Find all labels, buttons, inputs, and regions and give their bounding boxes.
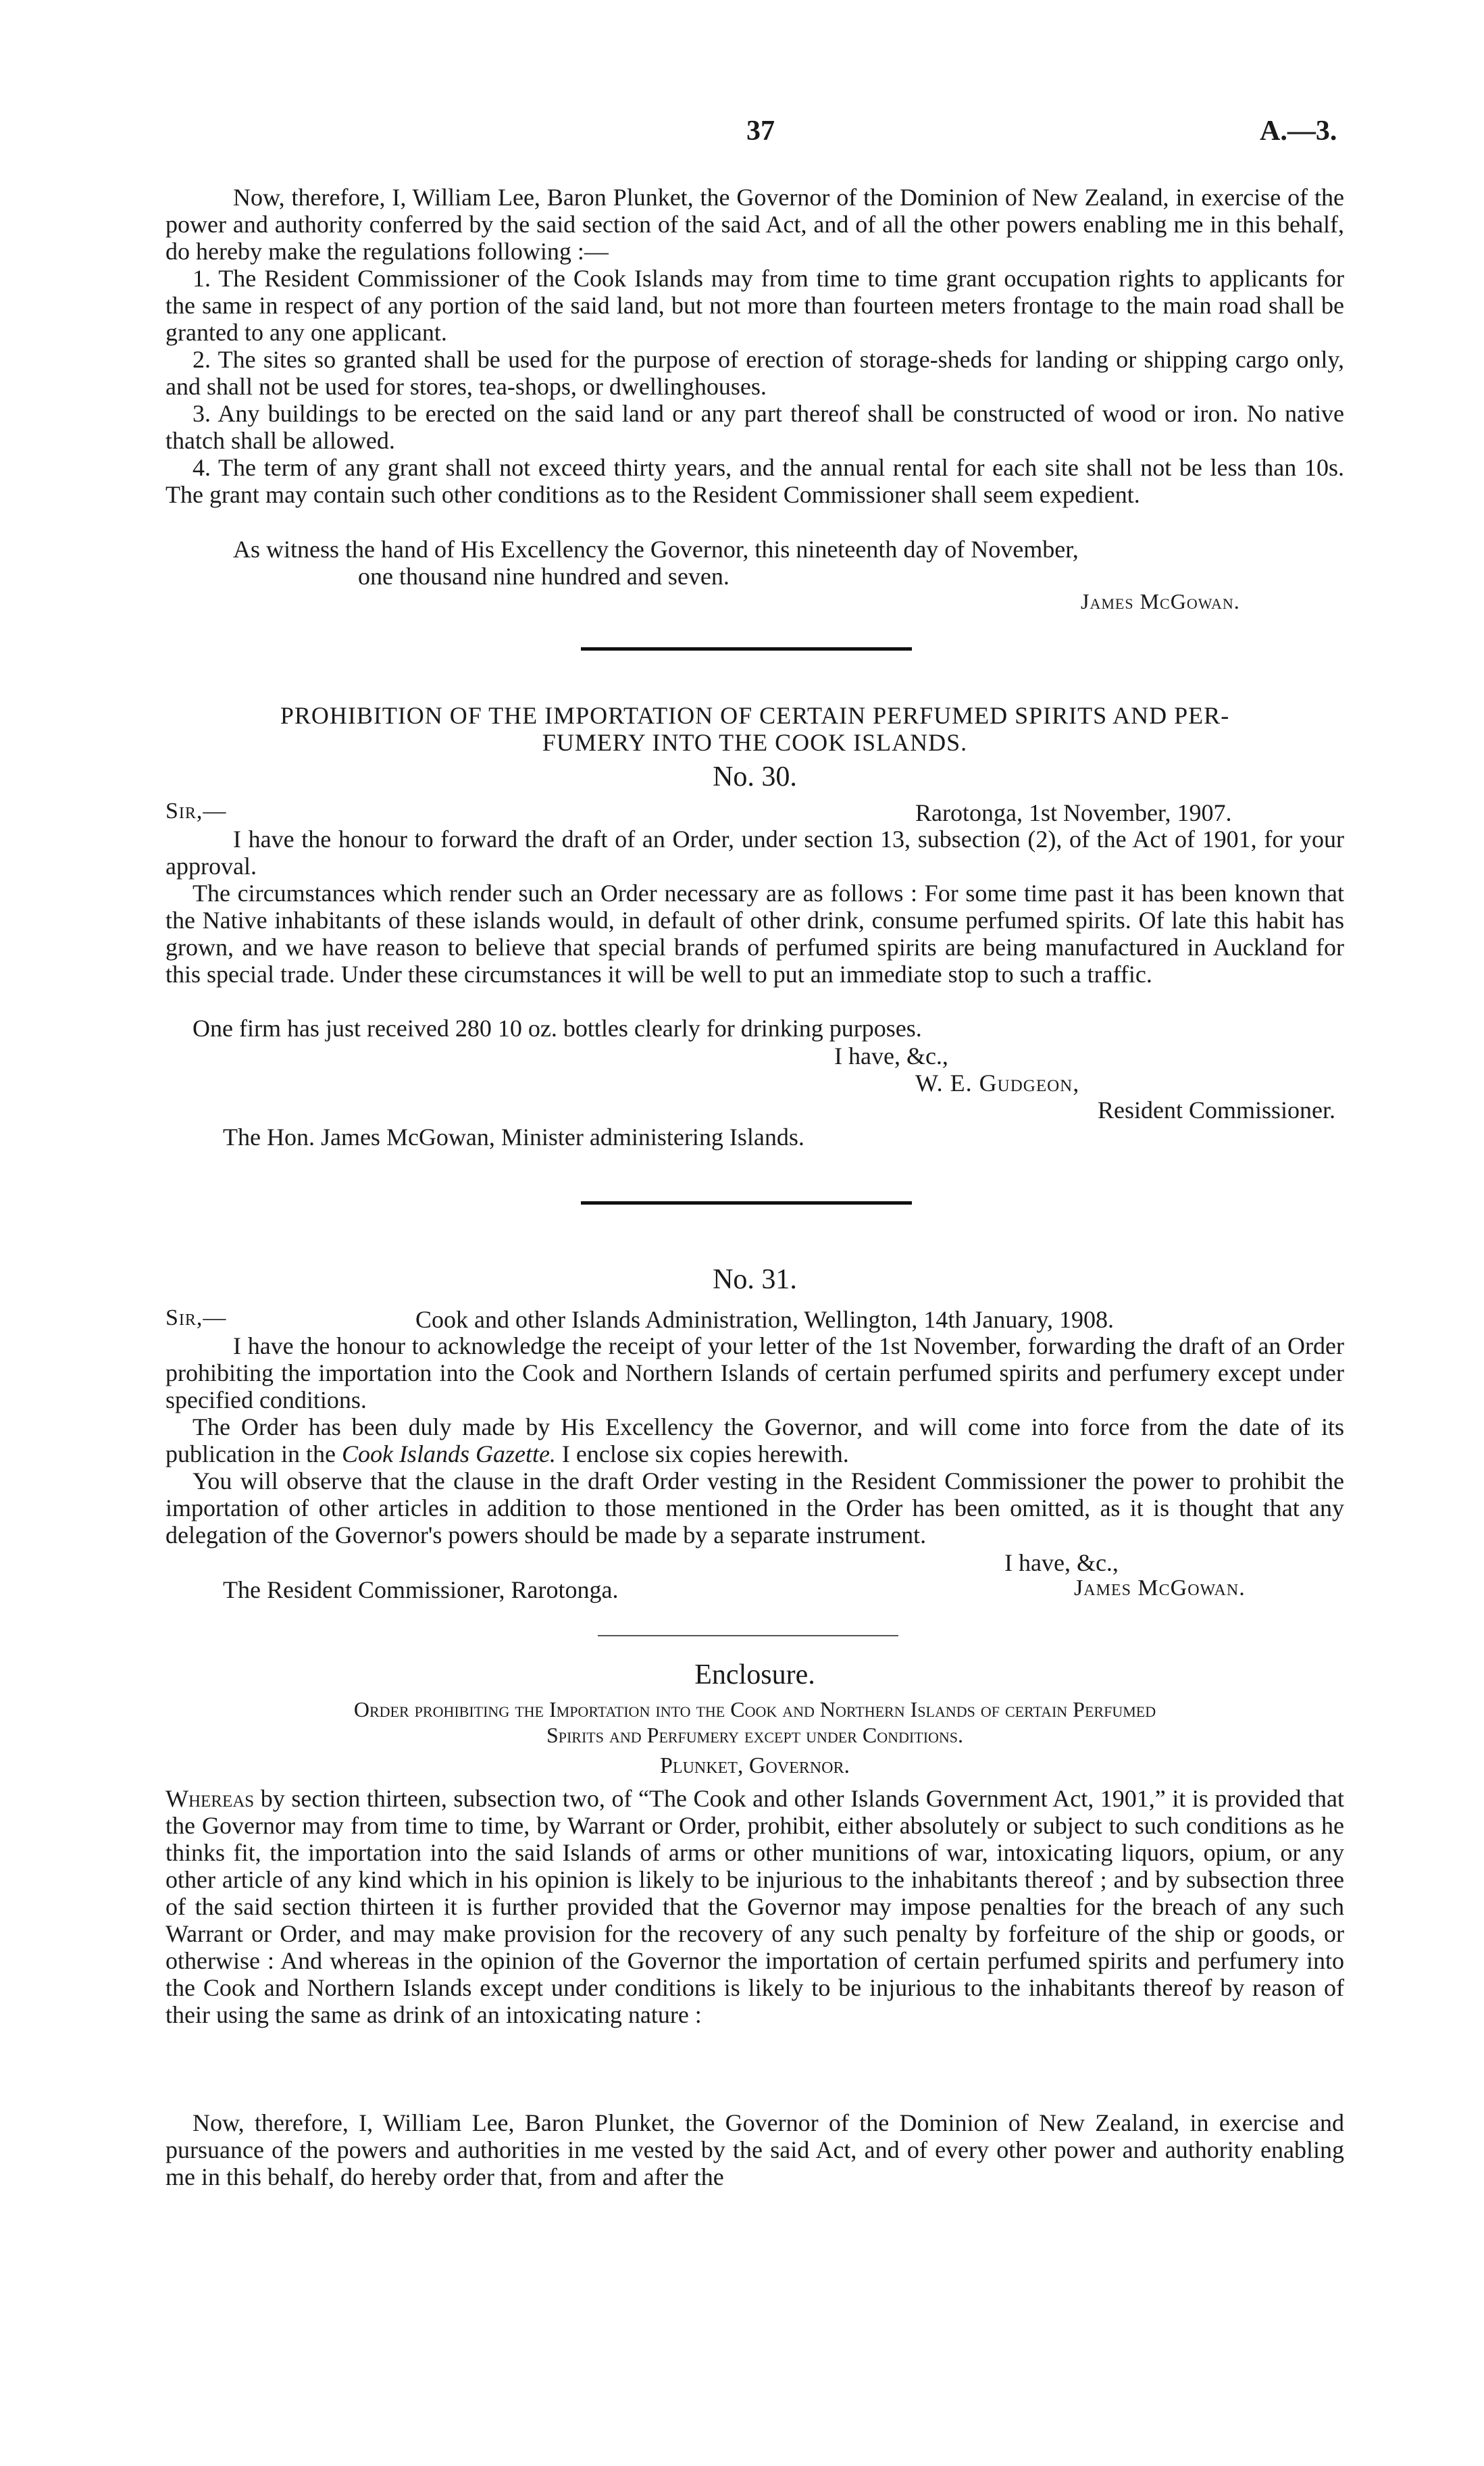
whereas-text: by section thirteen, subsection two, of “The Cook and other Islands Government Act, 1901,” it is provided that the Governor may from time to time, by Warrant or Order, prohibit, either absolutely or subject to such conditions as he thinks fit, the importation into the said Islands of arms or other munitions of war, intoxicating liquors, opium, or any other article of any kind which in his opinion is likely to be injurious to the inhabitants thereof ; and by subsection three of the said section thirteen it is further provided that the Governor may impose penalties for the breach of any such Warrant or Order, and may make provision for the recovery of any such penalty by forfeiture of the ship or goods, or otherwise : And whereas in the opinion of the Governor the importation of certain perfumed spirits and perfumery into the Cook and Northern Islands except under conditions is likely to be injurious to the inhabitants thereof by reason of their using the same as drink of an intoxicating nature : <box>165 1785 1344 2028</box>
page-number: 37 <box>746 116 775 147</box>
letter-31-addressee: The Resident Commissioner, Rarotonga. <box>223 1576 619 1603</box>
section-title-line-1: PROHIBITION OF THE IMPORTATION OF CERTAIN PERFUMED SPIRITS AND PER- <box>280 702 1230 729</box>
witness-line-2: one thousand nine hundred and seven. <box>358 563 730 590</box>
whereas-lead: Whereas <box>165 1785 255 1812</box>
whereas-paragraph <box>165 1785 1344 2028</box>
enclosure-heading: Enclosure. <box>694 1659 815 1690</box>
regulation-item-1: 1. The Resident Commissioner of the Cook Islands may from time to time grant occupation rights to applicants for the same in respect of any portion of the said land, but not more than fourteen meters frontage to the main road shall be granted to any one applicant. <box>165 265 1344 346</box>
regulation-item-4: 4. The term of any grant shall not exceed thirty years, and the annual rental for each site shall not be less than 10s. The grant may contain such other conditions as to the Resident Commissioner shall seem expedient. <box>165 454 1344 508</box>
letter-30-para-3: One firm has just received 280 10 oz. bottles clearly for drinking purposes. <box>193 1015 922 1042</box>
letter-30-closing: I have, &c., <box>834 1042 948 1070</box>
order-final-paragraph: Now, therefore, I, William Lee, Baron Plunket, the Governor of the Dominion of New Zealand, in exercise and pursuance of the powers and authorities in me vested by the said Act, and of every other power and authority enabling me in this behalf, do hereby order that, from and after the <box>165 2109 1344 2190</box>
letter-31-salutation: Sir,— <box>165 1305 227 1330</box>
witness-line-1: As witness the hand of His Excellency the Governor, this nineteenth day of November, <box>233 536 1079 563</box>
letter-31-para-1: I have the honour to acknowledge the receipt of your letter of the 1st November, forwarding the draft of an Order prohibiting the importation into the Cook and Northern Islands of certain perfumed spirits and perfumery except under specified conditions. <box>165 1332 1344 1413</box>
letter-30-title: Resident Commissioner. <box>1098 1097 1336 1124</box>
letter-31-para-2-text: The Order has been duly made by His Excellency the Governor, and will come into force from the date of its publication in the <box>165 1413 1344 1467</box>
section-title-line-2: FUMERY INTO THE COOK ISLANDS. <box>542 729 968 756</box>
letter-31-para-2 <box>165 1413 1344 1467</box>
letter-31-para-2-tail: I enclose six copies herewith. <box>555 1440 849 1467</box>
enclosure-divider <box>598 1635 898 1636</box>
regulation-item-2: 2. The sites so granted shall be used for the purpose of erection of storage-sheds for landing or shipping cargo only, and shall not be used for stores, tea-shops, or dwellinghouses. <box>165 346 1344 400</box>
letter-31-place-date: Cook and other Islands Administration, Wellington, 14th January, 1908. <box>415 1306 1114 1333</box>
regulations-preamble: Now, therefore, I, William Lee, Baron Plunket, the Governor of the Dominion of New Zealand, in exercise of the power and authority conferred by the said section of the said Act, and of all the other powers enabling me in this behalf, do hereby make the regulations following :— <box>165 184 1344 265</box>
letter-31-closing: I have, &c., <box>996 1549 1119 1577</box>
letter-30-salutation: Sir,— <box>165 799 227 824</box>
order-title-line-2: Spirits and Perfumery except under Conditions. <box>546 1723 964 1747</box>
letter-30-place-date: Rarotonga, 1st November, 1907. <box>915 799 1232 826</box>
section-divider-2 <box>581 1201 912 1205</box>
letter-30-addressee: The Hon. James McGowan, Minister administering Islands. <box>223 1124 804 1151</box>
letter-31-para-3: You will observe that the clause in the draft Order vesting in the Resident Commissioner the power to prohibit the importation of other articles in addition to those mentioned in the Order has been omitted, as it is thought that any delegation of the Governor's powers should be made by a separate instrument. <box>165 1467 1344 1549</box>
letter-30-number: No. 30. <box>713 761 797 792</box>
letter-31-signature: James McGowan. <box>1074 1576 1246 1601</box>
gazette-title: Cook Islands Gazette. <box>341 1440 556 1467</box>
letter-31-number: No. 31. <box>713 1264 797 1295</box>
letter-30-signature: W. E. Gudgeon, <box>915 1070 1080 1097</box>
document-reference: A.—3. <box>1260 116 1337 147</box>
letter-30-para-1: I have the honour to forward the draft of an Order, under section 13, subsection (2), of the Act of 1901, for your approval. <box>165 826 1344 880</box>
governor-line: Plunket, Governor. <box>660 1753 850 1778</box>
regulation-item-3: 3. Any buildings to be erected on the said land or any part thereof shall be constructed of wood or iron. No native thatch shall be allowed. <box>165 400 1344 454</box>
section-divider-1 <box>581 647 912 651</box>
regulations-signature: James McGowan. <box>1081 589 1240 613</box>
letter-30-para-2: The circumstances which render such an Order necessary are as follows : For some time past it has been known that the Native inhabitants of these islands would, in default of other drink, consume perfumed spirits. Of late this habit has grown, and we have reason to believe that special brands of perfumed spirits are being manufactured in Auckland for this special trade. Under these circumstances it will be well to put an immediate stop to such a traffic. <box>165 880 1344 988</box>
order-title-line-1: Order prohibiting the Importation into the Cook and Northern Islands of certain Perfumed <box>353 1697 1156 1721</box>
